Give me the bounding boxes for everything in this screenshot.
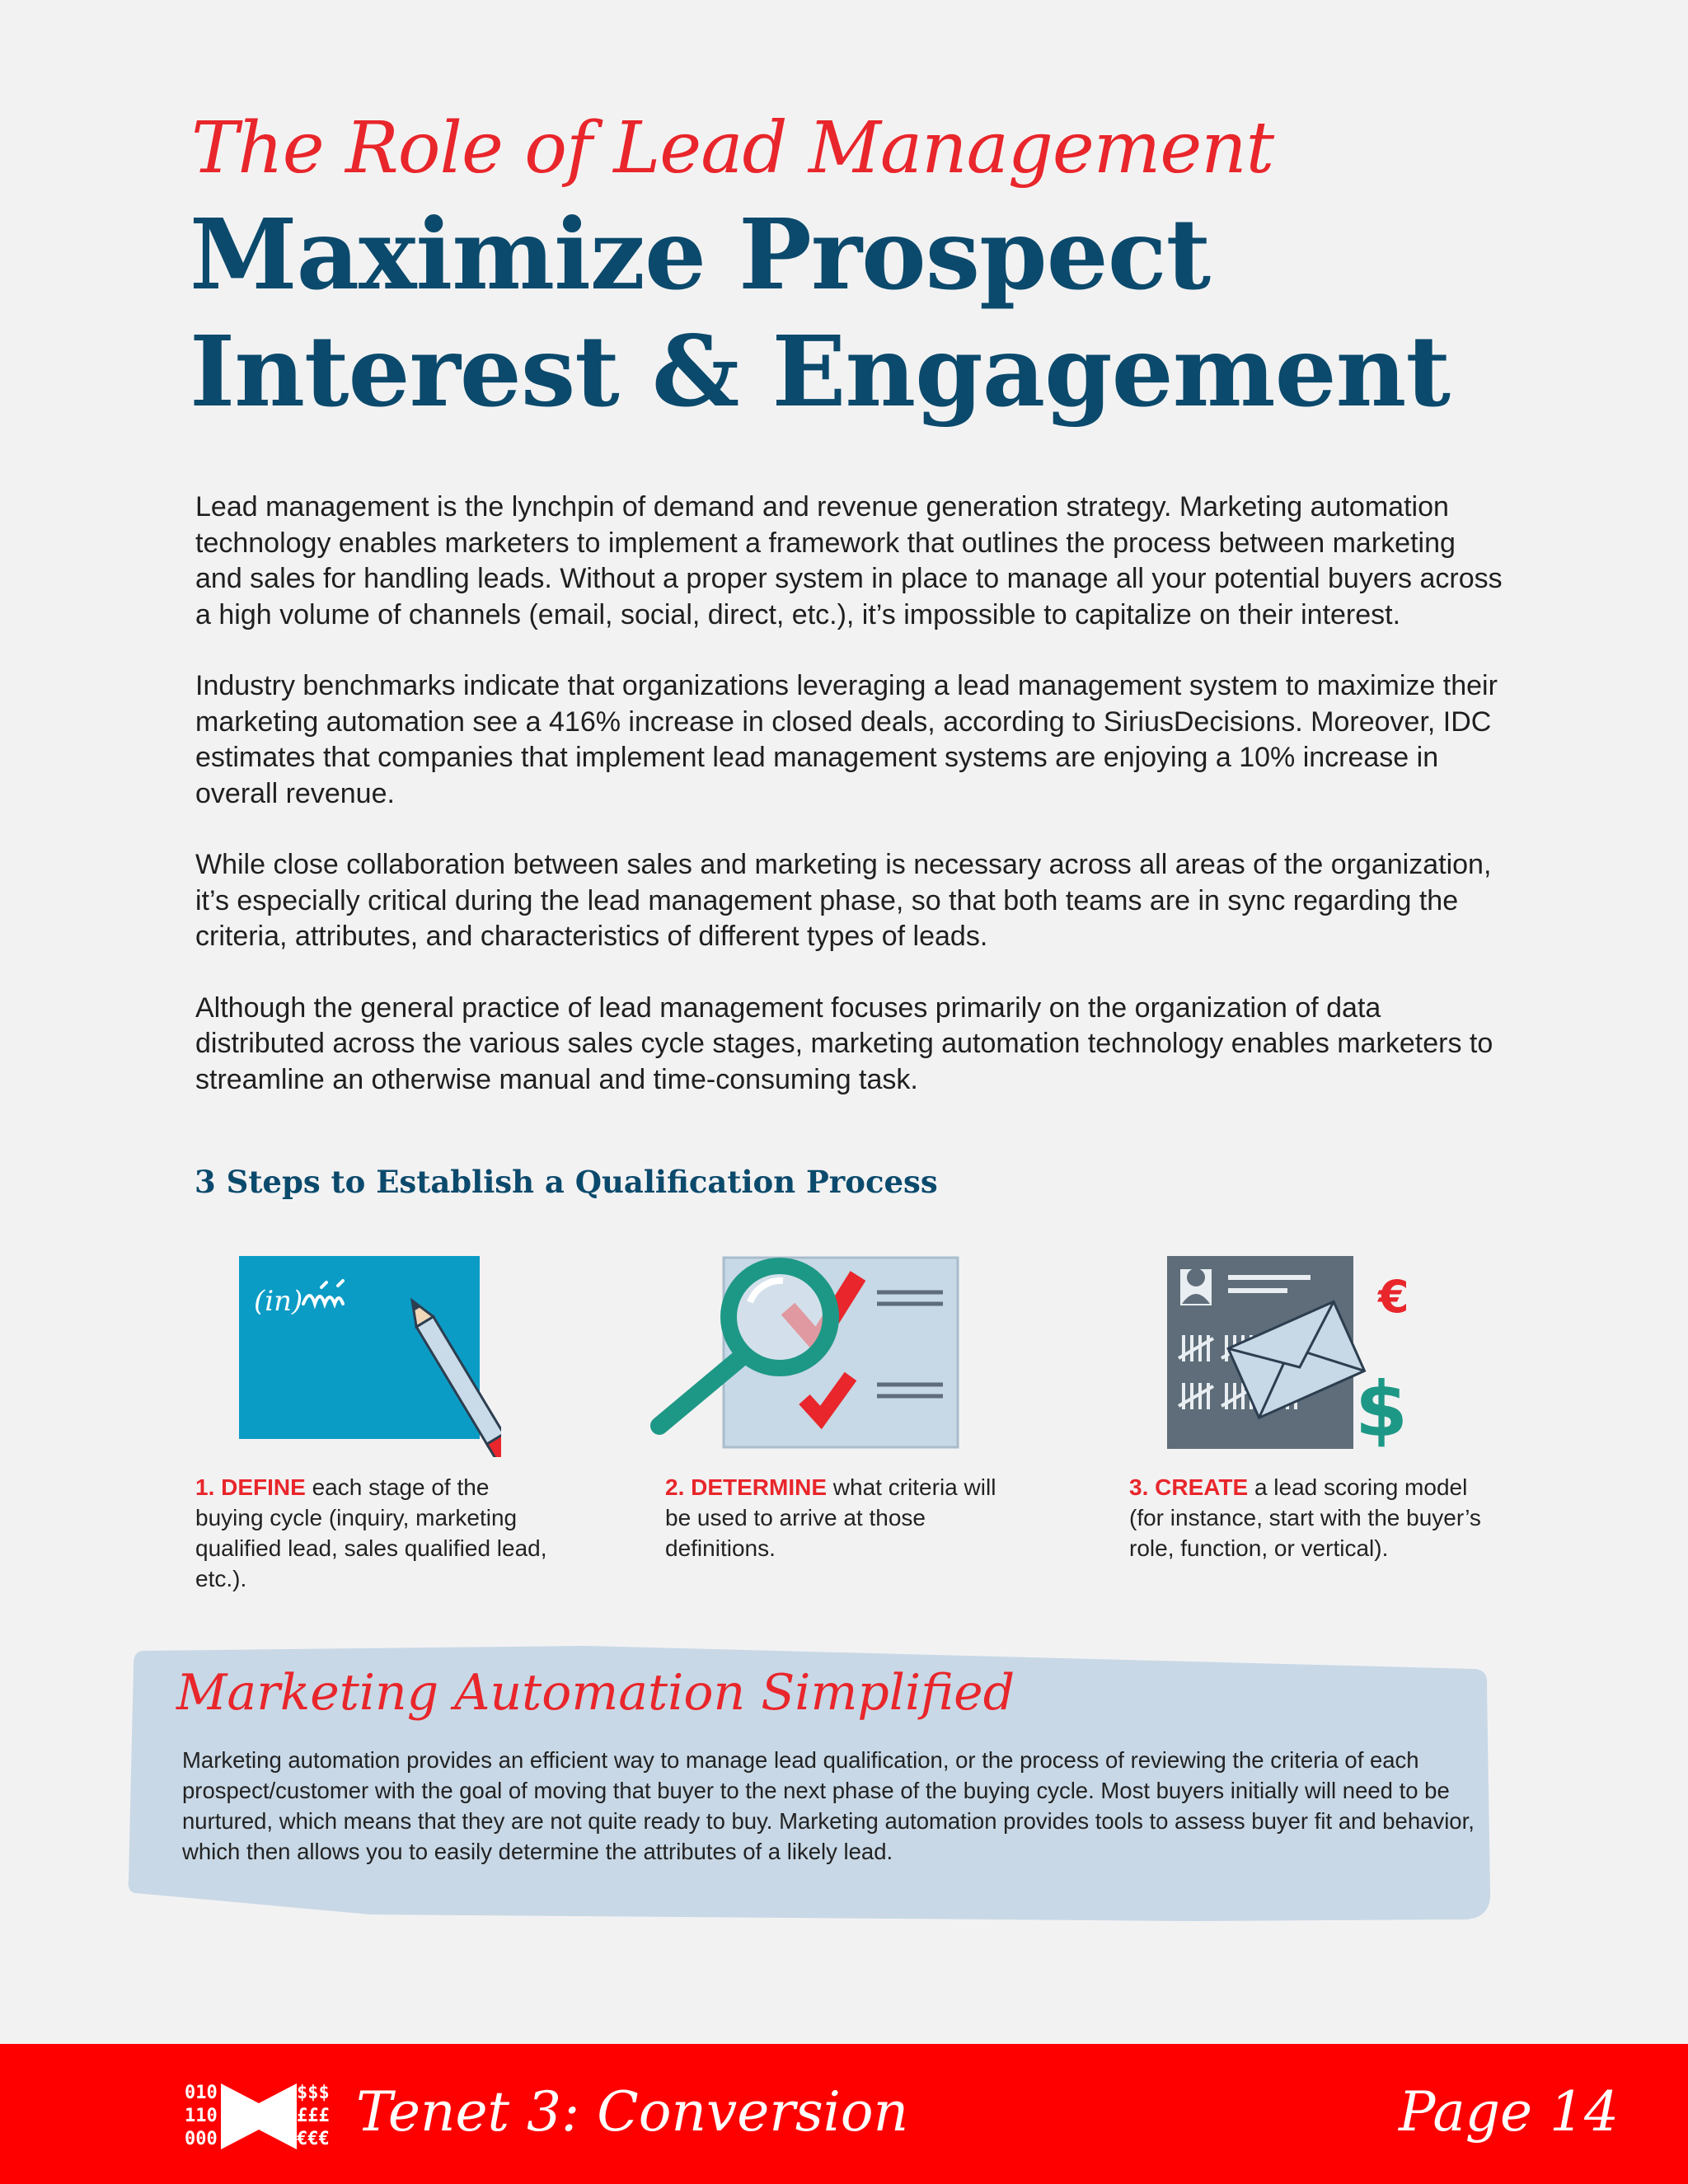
page-number: Page 14 xyxy=(1398,2080,1619,2144)
step-3-description: a lead scoring model (for instance, start with the buyer’s role, function, or vertical). xyxy=(1129,1474,1481,1561)
dollar-symbol: $ xyxy=(1355,1366,1409,1454)
callout-box xyxy=(124,1644,1495,1924)
step-2-description: what criteria will be used to arrive at those definitions. xyxy=(665,1474,996,1561)
page-title xyxy=(190,196,1508,430)
callout-title: Marketing Automation Simplified xyxy=(176,1664,1015,1722)
step-3-lead: 3. CREATE xyxy=(1129,1474,1249,1500)
body-text xyxy=(195,490,1506,1133)
paragraph: Industry benchmarks indicate that organizations leveraging a lead management system to maximize their marketing automation see a 416% increase in closed deals, according to SiriusDecisions. Moreover, IDC estimates that companies that implement lead management systems are enjoying a 10% increase in overall revenue. xyxy=(195,670,1498,809)
page-title-line-2: Interest & Engagement xyxy=(190,314,1450,429)
paragraph: While close collaboration between sales and marketing is necessary across all areas of the organization, it’s especially critical during the lead management phase, so that both teams are in sync regarding the criteria, attributes, and characteristics of different types of leads. xyxy=(195,849,1492,952)
logo-binary-row: 010 xyxy=(185,2083,218,2103)
step-1-text xyxy=(195,1472,558,1594)
paragraph: Although the general practice of lead management focuses primarily on the organization of data distributed across the various sales cycle stages, marketing automation technology enables marketers to streamline an otherwise manual and time-consuming task. xyxy=(195,991,1493,1095)
section-kicker: The Role of Lead Management xyxy=(191,107,1274,190)
chalkboard-pencil-icon xyxy=(237,1251,501,1457)
page-title-line-1: Maximize Prospect xyxy=(190,197,1211,312)
steps-title: 3 Steps to Establish a Qualification Process xyxy=(195,1164,938,1200)
binary-to-money-logo xyxy=(183,2079,336,2154)
illustration-label: (in) xyxy=(254,1285,303,1318)
footer-tenet: Tenet 3: Conversion xyxy=(356,2080,909,2144)
step-1-lead: 1. DEFINE xyxy=(195,1474,306,1500)
step-3-text xyxy=(1129,1472,1484,1563)
callout-body: Marketing automation provides an efficient way to manage lead qualification, or the process of reviewing the criteria of each prospect/customer with the goal of moving that buyer to the next phase of the buying cycle. Most buyers initially will need to be nurtured, which means that they are not quite ready to buy. Marketing automation provides tools to assess buyer fit and behavior, which then allows you to easily determine the attributes of a likely lead. xyxy=(182,1747,1475,1864)
logo-money-row: €€€ xyxy=(297,2129,330,2149)
logo-binary-row: 110 xyxy=(185,2106,218,2126)
magnifier-checklist-icon xyxy=(648,1251,961,1457)
logo-money-row: £££ xyxy=(297,2106,330,2126)
step-1-description: each stage of the buying cycle (inquiry, marketing qualified lead, sales qualified lead, etc.). xyxy=(195,1474,547,1591)
paragraph: Lead management is the lynchpin of demand and revenue generation strategy. Marketing automation technology enables marketers to implement a framework that outlines the process between marketing and sales for handling leads. Without a proper system in place to manage all your potential buyers across a high volume of channels (email, social, direct, etc.), it’s impossible to capitalize on their interest. xyxy=(195,491,1503,630)
step-2-lead: 2. DETERMINE xyxy=(665,1474,828,1500)
euro-symbol: € xyxy=(1378,1271,1409,1323)
footer xyxy=(0,2044,1688,2184)
logo-money-row: $$$ xyxy=(297,2083,330,2103)
step-2-text xyxy=(665,1472,1020,1563)
logo-binary-row: 000 xyxy=(185,2129,218,2149)
scorecard-envelope-icon xyxy=(1164,1251,1428,1457)
